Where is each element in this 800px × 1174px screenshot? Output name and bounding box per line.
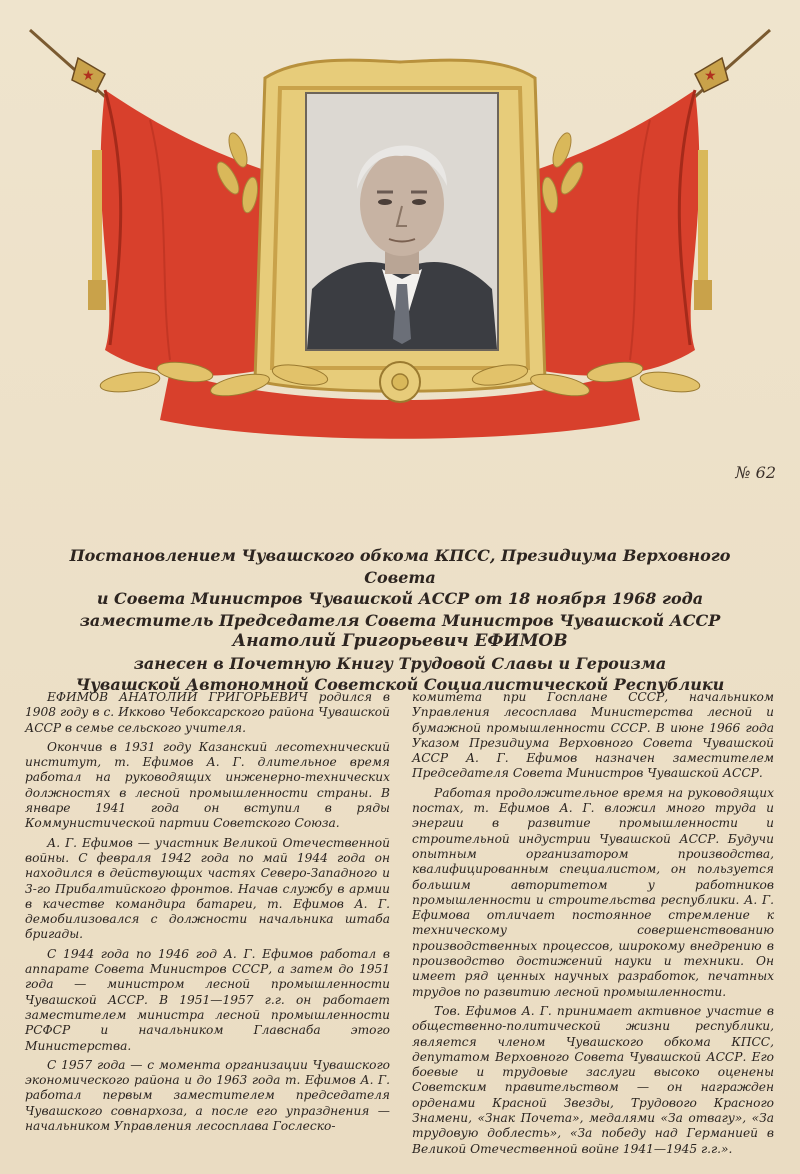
heading-line-5: занесен в Почетную Книгу Трудовой Славы и Героизма bbox=[133, 653, 667, 673]
biography-right-column bbox=[412, 690, 774, 1161]
biography-paragraph: Работая продолжительное время на руководящих постах, т. Ефимов А. Г. вложил много труда и энергии в развитие промышленности и строительной индустрии Чувашской АССР. Будучи опытным организатором производства, квалифицированным специалистом, он пользуется большим авторитетом у работников промышленности и строительства республики. А. Г. Ефимова отличает постоянное стремление к техническому совершенствованию производственных процессов, широкому внедрению в производство достижений науки и техники. Он имеет ряд ценных научных разработок, печатных трудов по развитию лесной промышленности. bbox=[412, 785, 774, 999]
heading-line-2: и Совета Министров Чувашской АССР от 18 ноября 1968 года bbox=[96, 589, 704, 608]
portrait-photo bbox=[305, 92, 499, 351]
resolution-heading bbox=[40, 545, 760, 696]
right-tassel bbox=[698, 150, 708, 290]
heading-line-1: Постановлением Чувашского обкома КПСС, Президиума Верховного Совета bbox=[69, 546, 731, 587]
heading-line-3: заместитель Председателя Совета Министров Чувашской АССР bbox=[79, 610, 721, 630]
portrait-image bbox=[307, 94, 497, 349]
heading-line-6: Чувашской Автономной Советской Социалистической Республики bbox=[75, 675, 725, 694]
biography-paragraph: Тов. Ефимов А. Г. принимает активное участие в общественно-политической жизни республики, является членом Чувашского обкома КПСС, депутатом Верховного Совета Чувашской АССР. Его боевые и трудовые заслуги высоко оценены Советским правительством — он награжден орденами Красной Звезды, Трудового Красного Знамени, «Знак Почета», медалями «За отвагу», «За трудовую доблесть», «За победу над Германией в Великой Отечественной войне 1941—1945 г.г.». bbox=[412, 1003, 774, 1156]
left-star-icon: ★ bbox=[82, 68, 95, 84]
person-name: Анатолий Григорьевич ЕФИМОВ bbox=[232, 631, 568, 651]
right-star-icon: ★ bbox=[704, 68, 717, 84]
biography-paragraph: С 1944 года по 1946 год А. Г. Ефимов работал в аппарате Совета Министров СССР, а затем до 1951 года — министром лесной промышленности Чувашской АССР. В 1951—1957 г.г. он работает заместителем министра лесной промышленности РСФСР и начальником Главснаба этого Министерства. bbox=[25, 946, 390, 1053]
biography-left-column bbox=[25, 690, 390, 1138]
record-number: № 62 bbox=[735, 463, 776, 482]
biography-paragraph: А. Г. Ефимов — участник Великой Отечественной войны. С февраля 1942 года по май 1944 года он находился в действующих частях Северо-Западного и 3-го Прибалтийского фронтов. Начав службу в армии в качестве командира батареи, т. Ефимов А. Г. демобилизовался с должности начальника штаба бригады. bbox=[25, 835, 390, 942]
left-tassel bbox=[92, 150, 102, 290]
biography-paragraph: комитета при Госплане СССР, начальником Управления лесосплава Министерства лесной и бумажной промышленности СССР. В июне 1966 года Указом Президиума Верховного Совета Чувашской АССР А. Г. Ефимов назначен заместителем Председателя Совета Министров Чувашской АССР. bbox=[412, 690, 774, 781]
biography-paragraph: С 1957 года — с момента организации Чувашского экономического района и до 1963 года т. Ефимов А. Г. работал первым заместителем председателя Чувашского совнархоза, а после его упразднения — начальником Управления лесосплава Гослеско- bbox=[25, 1057, 390, 1134]
biography-paragraph: Окончив в 1931 году Казанский лесотехнический институт, т. Ефимов А. Г. длительное время работал на руководящих инженерно-технических должностях в лесной промышленности страны. В январе 1941 года он вступил в ряды Коммунистической партии Советского Союза. bbox=[25, 739, 390, 831]
biography-paragraph: ЕФИМОВ АНАТОЛИЙ ГРИГОРЬЕВИЧ родился в 1908 году в с. Икково Чебоксарского района Чувашской АССР в семье сельского учителя. bbox=[25, 690, 390, 735]
